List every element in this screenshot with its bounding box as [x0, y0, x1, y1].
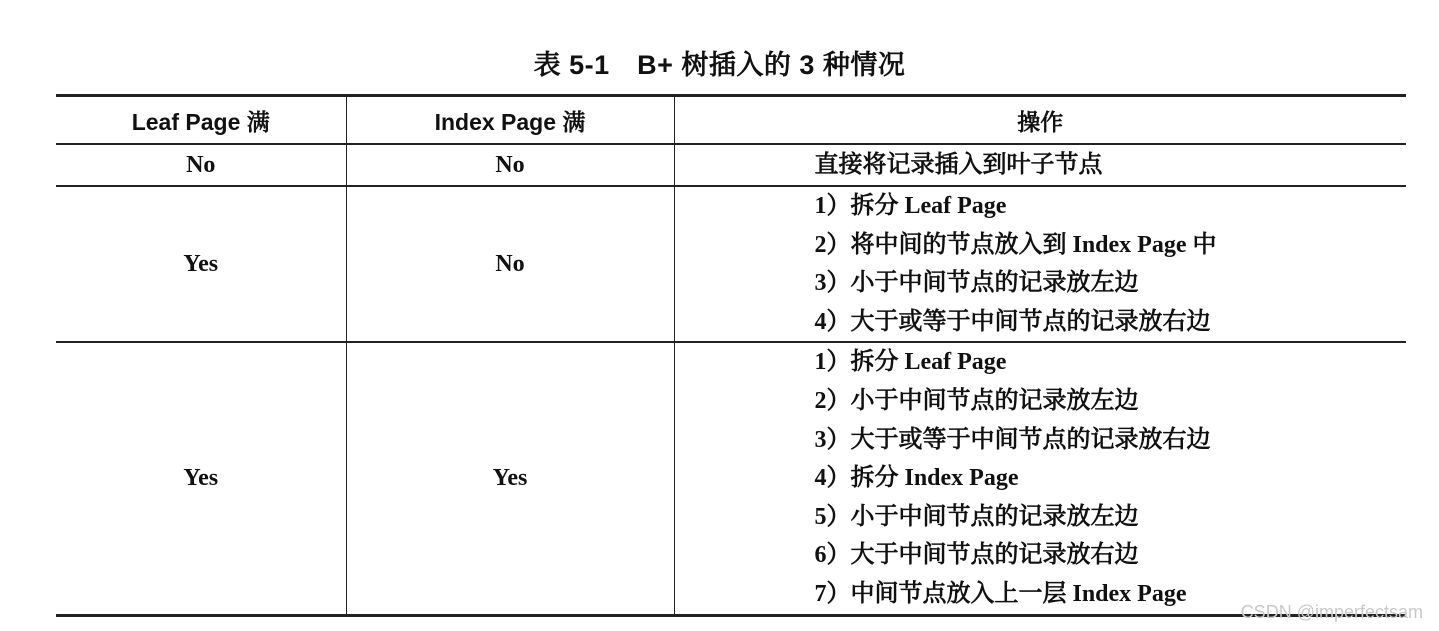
b-plus-tree-insert-table	[56, 94, 1406, 617]
cell-leaf-full: Yes	[56, 186, 346, 342]
header-row	[56, 96, 1406, 145]
cases-table	[56, 94, 1406, 617]
table-row	[56, 186, 1406, 342]
header-operation: 操作	[674, 96, 1406, 145]
operation-step: 6）大于中间节点的记录放右边	[814, 542, 1139, 569]
header-index-page-full: Index Page 满	[346, 96, 674, 145]
operation-step: 7）中间节点放入上一层 Index Page	[814, 580, 1187, 607]
watermark: CSDN @imperfectsam	[1240, 602, 1423, 622]
cell-operations	[674, 144, 1406, 186]
cell-index-full: No	[346, 186, 674, 342]
operation-step: 4）拆分 Index Page	[814, 465, 1019, 492]
cell-leaf-full: No	[56, 144, 346, 186]
table-row	[56, 144, 1406, 186]
operation-step: 直接将记录插入到叶子节点	[814, 152, 1103, 178]
operation-step: 5）小于中间节点的记录放左边	[814, 503, 1139, 530]
table-title: 表 5-1 B+ 树插入的 3 种情况	[533, 50, 906, 80]
operation-step: 2）小于中间节点的记录放左边	[814, 387, 1139, 414]
operation-step: 4）大于或等于中间节点的记录放右边	[814, 308, 1211, 335]
operation-step: 1）拆分 Leaf Page	[814, 349, 1007, 376]
cell-operations	[674, 342, 1406, 615]
cell-index-full: No	[346, 144, 674, 186]
cell-leaf-full: Yes	[56, 342, 346, 615]
operation-step: 1）拆分 Leaf Page	[814, 193, 1007, 219]
header-leaf-page-full: Leaf Page 满	[56, 96, 346, 145]
table-row	[56, 342, 1406, 615]
operation-step: 2）将中间的节点放入到 Index Page 中	[814, 231, 1217, 258]
cell-index-full: Yes	[346, 342, 674, 615]
operation-step: 3）大于或等于中间节点的记录放右边	[814, 426, 1211, 453]
cell-operations	[674, 186, 1406, 342]
operation-step: 3）小于中间节点的记录放左边	[814, 270, 1139, 297]
